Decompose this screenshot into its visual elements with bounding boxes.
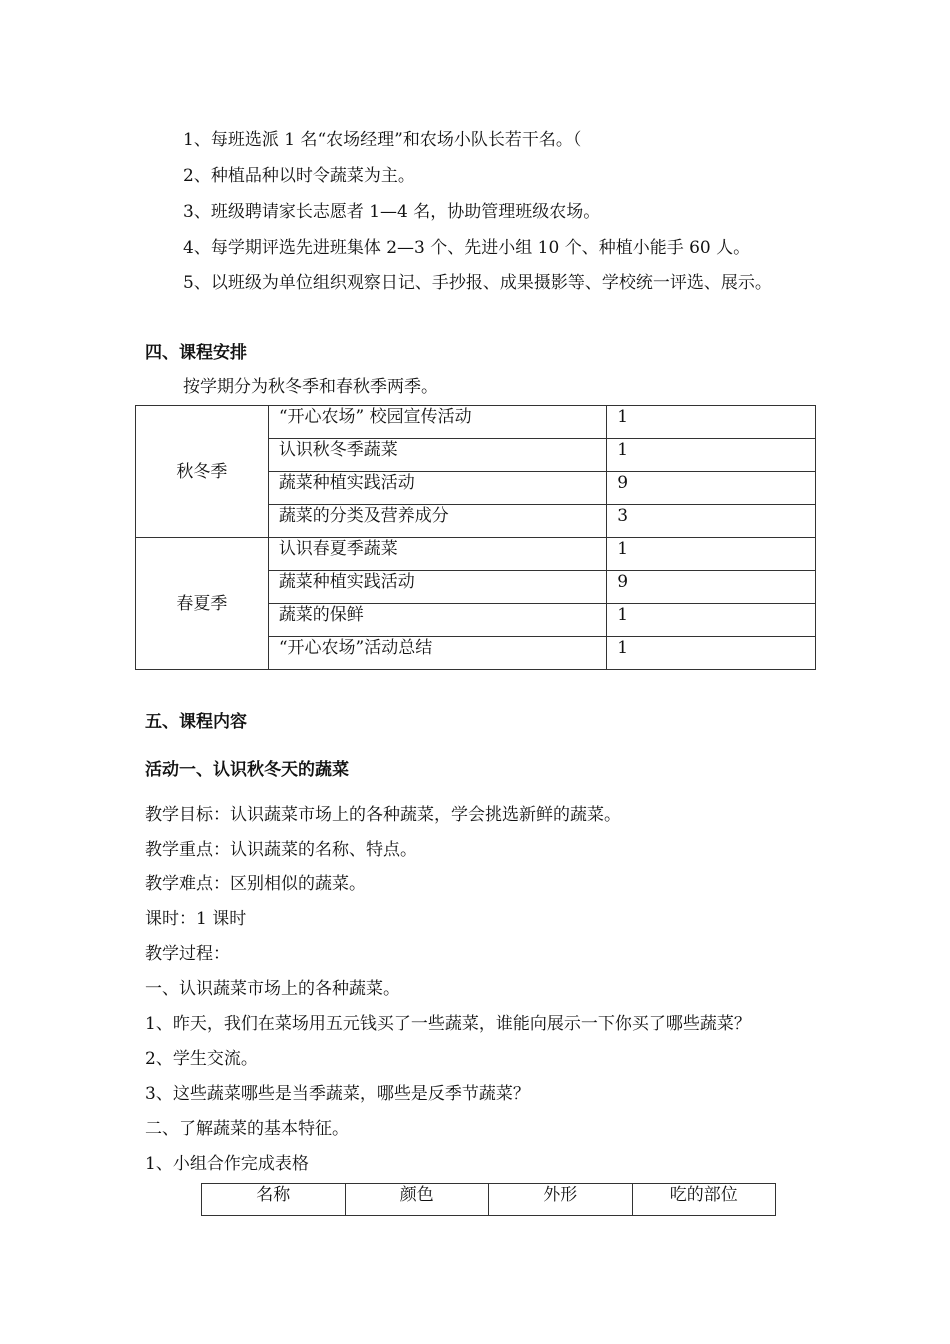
- activity-cell: 蔬菜种植实践活动: [268, 472, 606, 505]
- season-cell: 秋冬季: [136, 406, 269, 538]
- section-5-title: 五、课程内容: [145, 712, 247, 732]
- teaching-focus: 教学重点：认识蔬菜的名称、特点。: [145, 840, 417, 860]
- column-header: 颜色: [345, 1184, 489, 1216]
- column-header: 外形: [489, 1184, 633, 1216]
- activity-cell: 蔬菜种植实践活动: [268, 571, 606, 604]
- rule-2: 2、种植品种以时令蔬菜为主。: [183, 166, 415, 186]
- activity-cell: 认识秋冬季蔬菜: [268, 439, 606, 472]
- activity-cell: “开心农场” 校园宣传活动: [268, 406, 606, 439]
- section-4-intro: 按学期分为秋冬季和春秋季两季。: [183, 377, 438, 397]
- hours-cell: 1: [607, 439, 816, 472]
- table-row: [136, 406, 816, 439]
- hours-cell: 1: [607, 637, 816, 670]
- process-step-1: 一、认识蔬菜市场上的各种蔬菜。: [145, 979, 400, 999]
- activity-cell: 认识春夏季蔬菜: [268, 538, 606, 571]
- rule-5: 5、以班级为单位组织观察日记、手抄报、成果摄影等、学校统一评选、展示。: [183, 273, 772, 293]
- process-item-4: 1、小组合作完成表格: [145, 1154, 309, 1174]
- activity-cell: “开心农场”活动总结: [268, 637, 606, 670]
- rule-3: 3、班级聘请家长志愿者 1—4 名，协助管理班级农场。: [183, 202, 601, 222]
- hours-cell: 9: [607, 571, 816, 604]
- hours-cell: 3: [607, 505, 816, 538]
- vegetable-table: [201, 1183, 776, 1216]
- process-item-2: 2、学生交流。: [145, 1049, 258, 1069]
- hours-cell: 1: [607, 406, 816, 439]
- teaching-goal: 教学目标：认识蔬菜市场上的各种蔬菜，学会挑选新鲜的蔬菜。: [145, 805, 621, 825]
- section-4-title: 四、课程安排: [145, 343, 247, 363]
- hours-cell: 1: [607, 604, 816, 637]
- rule-1: 1、每班选派 1 名“农场经理”和农场小队长若干名。（: [183, 130, 582, 150]
- process-item-1: 1、昨天，我们在菜场用五元钱买了一些蔬菜，谁能向展示一下你买了哪些蔬菜？: [145, 1014, 751, 1034]
- hours-cell: 9: [607, 472, 816, 505]
- process-step-2: 二、了解蔬菜的基本特征。: [145, 1119, 349, 1139]
- teaching-difficulty: 教学难点：区别相似的蔬菜。: [145, 874, 366, 894]
- teaching-process: 教学过程：: [145, 944, 230, 964]
- hours-cell: 1: [607, 538, 816, 571]
- schedule-table: [135, 405, 816, 670]
- column-header: 名称: [202, 1184, 346, 1216]
- activity-cell: 蔬菜的保鲜: [268, 604, 606, 637]
- table-row: [136, 538, 816, 571]
- rule-4: 4、每学期评选先进班集体 2—3 个、先进小组 10 个、种植小能手 60 人。: [183, 238, 751, 258]
- table-header-row: [202, 1184, 776, 1216]
- process-item-3: 3、这些蔬菜哪些是当季蔬菜，哪些是反季节蔬菜？: [145, 1084, 530, 1104]
- activity-cell: 蔬菜的分类及营养成分: [268, 505, 606, 538]
- season-cell: 春夏季: [136, 538, 269, 670]
- class-hours: 课时：1 课时: [145, 909, 247, 929]
- activity-title: 活动一、认识秋冬天的蔬菜: [145, 760, 349, 780]
- column-header: 吃的部位: [632, 1184, 776, 1216]
